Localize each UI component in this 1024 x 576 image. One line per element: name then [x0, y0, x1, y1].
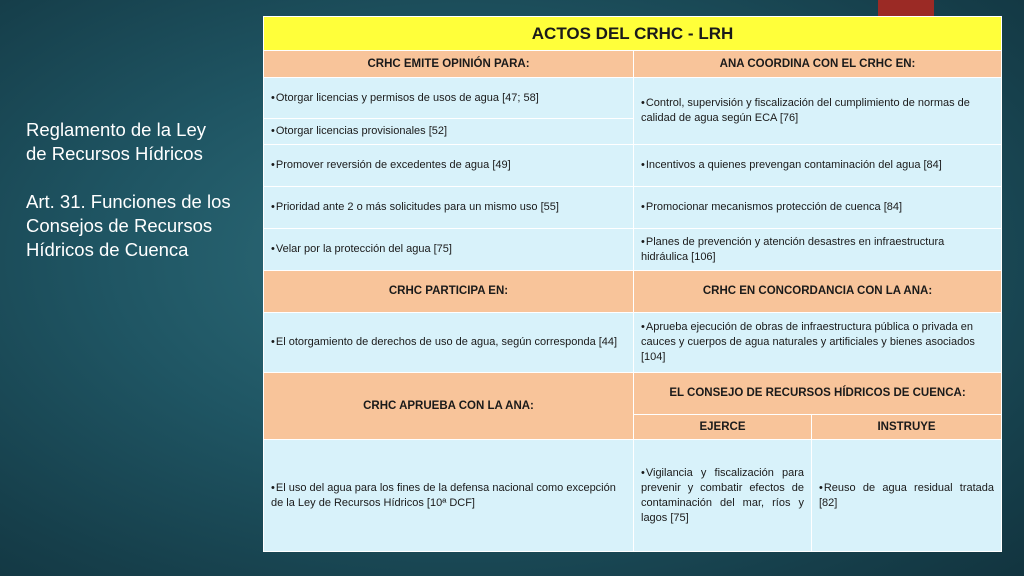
- side-subtitle-line-2: Consejos de Recursos: [26, 215, 213, 236]
- crhc-acts-table: [263, 16, 1002, 552]
- cell-text: • Promocionar mecanismos protección de cuenca [84]: [641, 201, 902, 213]
- table-cell: [634, 145, 1002, 187]
- table-cell: [812, 440, 1002, 552]
- header-crhc-emite-opinion: CRHC EMITE OPINIÓN PARA:: [264, 51, 634, 78]
- cell-text: • Control, supervisión y fiscalización del cumplimiento de normas de calidad de agua según ECA [76]: [641, 97, 970, 124]
- table-cell: [634, 187, 1002, 229]
- header-ejerce: EJERCE: [634, 415, 812, 440]
- table-cell: [264, 145, 634, 187]
- table-cell: [634, 313, 1002, 373]
- table-cell: [634, 78, 1002, 145]
- table-cell: [634, 440, 812, 552]
- side-title-line-1: Reglamento de la Ley: [26, 119, 206, 140]
- header-crhc-aprueba: CRHC APRUEBA CON LA ANA:: [264, 373, 634, 440]
- cell-text: • Reuso de agua residual tratada [82]: [819, 482, 994, 509]
- table-cell: [264, 187, 634, 229]
- accent-bar: [878, 0, 934, 16]
- header-instruye: INSTRUYE: [812, 415, 1002, 440]
- table-cell: [264, 440, 634, 552]
- cell-text: • Incentivos a quienes prevengan contaminación del agua [84]: [641, 159, 942, 171]
- cell-text: • Prioridad ante 2 o más solicitudes para un mismo uso [55]: [271, 201, 559, 213]
- cell-text: • Velar por la protección del agua [75]: [271, 243, 452, 255]
- side-subtitle-line-1: Art. 31. Funciones de los: [26, 191, 231, 212]
- header-crhc-participa: CRHC PARTICIPA EN:: [264, 271, 634, 313]
- side-title-line-2: de Recursos Hídricos: [26, 143, 203, 164]
- table-title: ACTOS DEL CRHC - LRH: [264, 17, 1002, 51]
- table-cell: [264, 229, 634, 271]
- cell-text: • Otorgar licencias y permisos de usos de agua [47; 58]: [271, 92, 539, 104]
- table-cell: [264, 313, 634, 373]
- table-cell: [634, 229, 1002, 271]
- cell-text: • Otorgar licencias provisionales [52]: [271, 125, 447, 137]
- cell-text: • Planes de prevención y atención desastres en infraestructura hidráulica [106]: [641, 236, 944, 263]
- cell-text: • El uso del agua para los fines de la defensa nacional como excepción de la Ley de Recursos Hídricos [10ª DCF]: [271, 482, 616, 509]
- slide-side-text: [26, 118, 261, 262]
- table-cell: [264, 119, 634, 145]
- cell-text: • Vigilancia y fiscalización para prevenir y combatir efectos de contaminación del mar, ríos y lagos [75]: [641, 467, 804, 524]
- header-consejo-recursos: EL CONSEJO DE RECURSOS HÍDRICOS DE CUENCA:: [634, 373, 1002, 415]
- header-crhc-concordancia: CRHC EN CONCORDANCIA CON LA ANA:: [634, 271, 1002, 313]
- cell-text: • Aprueba ejecución de obras de infraestructura pública o privada en cauces y cuerpos de agua naturales y artificiales y bienes asociados [104]: [641, 321, 975, 363]
- cell-text: • El otorgamiento de derechos de uso de agua, según corresponda [44]: [271, 336, 617, 348]
- header-ana-coordina: ANA COORDINA CON EL CRHC EN:: [634, 51, 1002, 78]
- table-cell: [264, 78, 634, 119]
- side-subtitle-line-3: Hídricos de Cuenca: [26, 239, 189, 260]
- cell-text: • Promover reversión de excedentes de agua [49]: [271, 159, 511, 171]
